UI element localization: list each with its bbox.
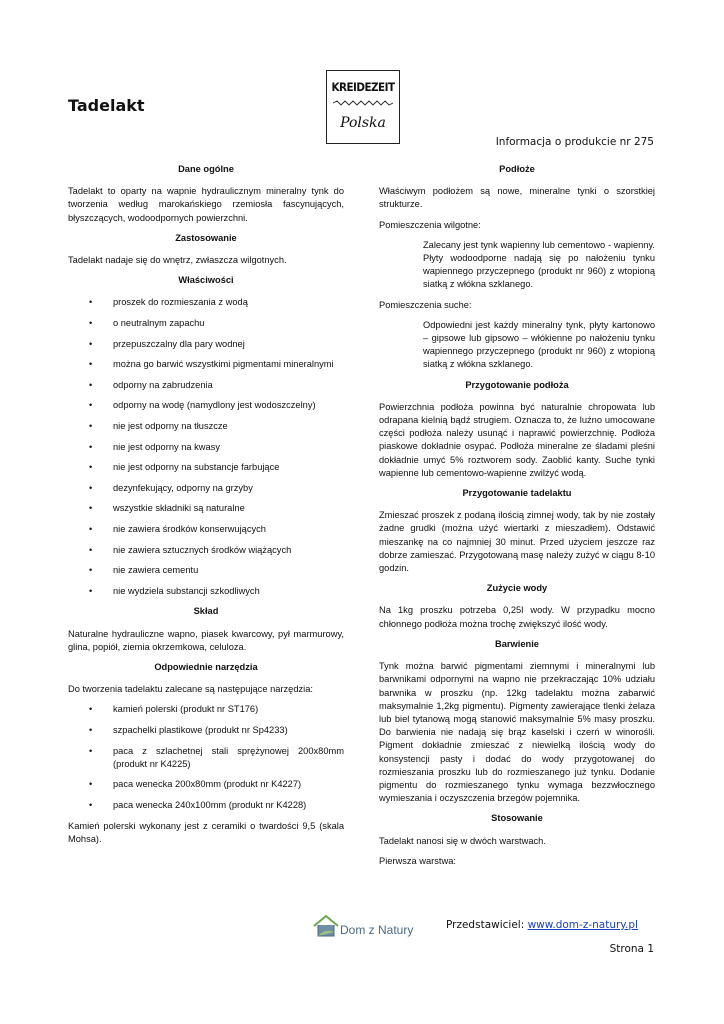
use-text: Tadelakt nadaje się do wnętrz, zwłaszcza wilgotnych. (68, 255, 287, 266)
tools-intro: Do tworzenia tadelaktu zalecane są następujące narzędzia: (68, 684, 313, 695)
dry-rooms-label: Pomieszczenia suche: (379, 299, 472, 310)
list-item: • nie jest odporny na tłuszcze (89, 420, 228, 431)
list-item: • o neutralnym zapachu (89, 318, 205, 329)
list-item: • przepuszczalny dla pary wodnej (89, 338, 245, 349)
substrate-text: Właściwym podłożem są nowe, mineralne tynki o szorstkiej strukturze. (379, 186, 655, 210)
section-heading-composition: Skład (193, 606, 219, 617)
list-item: • wszystkie składniki są naturalne (89, 503, 245, 514)
logo-top-text: KREIDEZEIT (331, 80, 395, 94)
list-item: • odporny na wodę (namydlony jest wodoszczelny) (89, 400, 316, 411)
representative (446, 919, 638, 931)
water-text: Na 1kg proszku potrzeba 0,25l wody. W przypadku mocno chłonnego podłoża można trochę zwiększyć ilość wody. (379, 605, 655, 629)
section-heading-coloring: Barwienie (495, 638, 539, 649)
dry-rooms-text: Odpowiedni jest każdy mineralny tynk, płyty kartonowo – gipsowe lub gipsowo – włókienne po nałożeniu tynku wapiennego przyczepnego (produkt nr 960) z wtopioną siatką z włókna szklanego. (423, 319, 655, 370)
section-heading-application: Stosowanie (491, 813, 543, 824)
house-icon (312, 912, 416, 940)
product-info-number: Informacja o produkcie nr 275 (495, 136, 654, 148)
list-item: • paca z szlachetnej stali sprężynowej 200x80mm (produkt nr K4225) (89, 745, 344, 769)
list-item: • nie wydziela substancji szkodliwych (89, 585, 260, 596)
list-item: • nie jest odporny na kwasy (89, 441, 220, 452)
section-heading-use: Zastosowanie (175, 232, 237, 243)
representative-label: Przedstawiciel: (446, 919, 528, 931)
substrate-prep-text: Powierzchnia podłoża powinna być naturalnie chropowata lub odrapana kielnią bądź strugiem. Oznacza to, że luźno umocowane części podłoża należy usunąć i naprawić powierzchnię. Podłoża piaskowe dokładnie osypać. Podłoża mineralne ze śladami pleśni dokładnie umyć 5% roztworem sody. Zaoblić kanty. Suche tynki wapienne lub cementowo-wapienne zwilżyć wodą. (379, 401, 655, 478)
left-column (68, 163, 344, 853)
list-item: • paca wenecka 240x100mm (produkt nr K4228) (89, 799, 307, 810)
application-text: Tadelakt nanosi się w dwóch warstwach. (379, 835, 546, 846)
composition-text: Naturalne hydrauliczne wapno, piasek kwarcowy, pył marmurowy, glina, popiół, ziemia okrzemkowa, celuloza. (68, 628, 344, 652)
section-heading-general: Dane ogólne (178, 164, 234, 174)
representative-link[interactable]: www.dom-z-natury.pl (527, 919, 638, 931)
list-item: • szpachelki plastikowe (produkt nr Sp4233) (89, 724, 288, 735)
wet-rooms-text: Zalecany jest tynk wapienny lub cementowo - wapienny. Płyty wodoodporne nadają się po nałożeniu tynku wapiennego przyczepnego (produkt nr 960) z wtopioną siatką z włókna szklanego. (423, 239, 655, 290)
general-text: Tadelakt to oparty na wapnie hydraulicznym mineralny tynk do tworzenia według marokańskiego rzemiosła fascynujących, błyszczących, wodoodpornych powierzchni. (68, 186, 344, 223)
coloring-text: Tynk można barwić pigmentami ziemnymi i mineralnymi lub barwnikami odpornymi na wapno nie przekraczając 10% udziału barwnika w proszku (np. 12kg tadelaktu można zabarwić maksymalnie 1,2kg pigmentu). Pigmenty zawierające tlenki żelaza lub biel tytanową mogą stanowić maksymalnie 5% masy proszku. Do barwienia nie nadają się brąz kaselski i czerń w winorośli. Pigment dokładnie zmieszać z niewielką ilością wody do konsystencji pasty i dodać do wody przygotowanej do rozmieszania proszku lub do rozmieszanego już tynku. Dodanie pigmentu do rozmieszanego tynku wymaga bezzwłocznego wymieszania i oczyszczenia brzegów pojemnika. (379, 661, 655, 804)
dom-z-natury-logo (312, 912, 416, 940)
kreidezeit-logo (326, 70, 400, 144)
footer-logo-text: Dom z Natury (340, 923, 414, 937)
list-item: • paca wenecka 200x80mm (produkt nr K4227) (89, 779, 302, 790)
list-item: • proszek do rozmieszania z wodą (89, 297, 248, 308)
section-heading-tools: Odpowiednie narzędzia (154, 661, 258, 672)
section-heading-substrate-prep: Przygotowanie podłoża (465, 379, 569, 390)
list-item: • odporny na zabrudzenia (89, 379, 213, 390)
section-heading-mix: Przygotowanie tadelaktu (462, 488, 572, 499)
tools-list (68, 703, 344, 812)
mix-text: Zmieszać proszek z podaną ilością zimnej wody, tak by nie zostały żadne grudki (można użyć wiertarki z mieszadłem). Odstawić mieszankę na co najmniej 30 minut. Przed użyciem jeszcze raz dobrze zamieszać. Przygotowaną masę należy zużyć w ciągu 8-10 godzin. (379, 510, 655, 574)
list-item: • kamień polerski (produkt nr ST176) (89, 704, 259, 715)
list-item: • nie jest odporny na substancje farbujące (89, 462, 280, 473)
page-number: Strona 1 (609, 943, 654, 955)
section-heading-substrate: Podłoże (499, 164, 535, 174)
properties-list (68, 296, 344, 598)
list-item: • nie zawiera środków konserwujących (89, 523, 266, 534)
list-item: • dezynfekujący, odporny na grzyby (89, 482, 253, 493)
tools-note: Kamień polerski wykonany jest z ceramiki o twardości 9,5 (skala Mohsa). (68, 820, 344, 844)
list-item: • nie zawiera cementu (89, 565, 199, 576)
wet-rooms-label: Pomieszczenia wilgotne: (379, 219, 481, 230)
right-column (379, 163, 655, 875)
section-heading-water: Zużycie wody (486, 583, 548, 594)
list-item: • nie zawiera sztucznych środków wiążących (89, 544, 292, 555)
logo-decoration-icon (331, 100, 395, 106)
list-item: • można go barwić wszystkimi pigmentami mineralnymi (89, 359, 334, 370)
section-heading-properties: Właściwości (178, 275, 234, 286)
page-title: Tadelakt (68, 96, 145, 115)
logo-bottom-text: Polska (340, 115, 386, 131)
first-layer-label: Pierwsza warstwa: (379, 855, 456, 866)
